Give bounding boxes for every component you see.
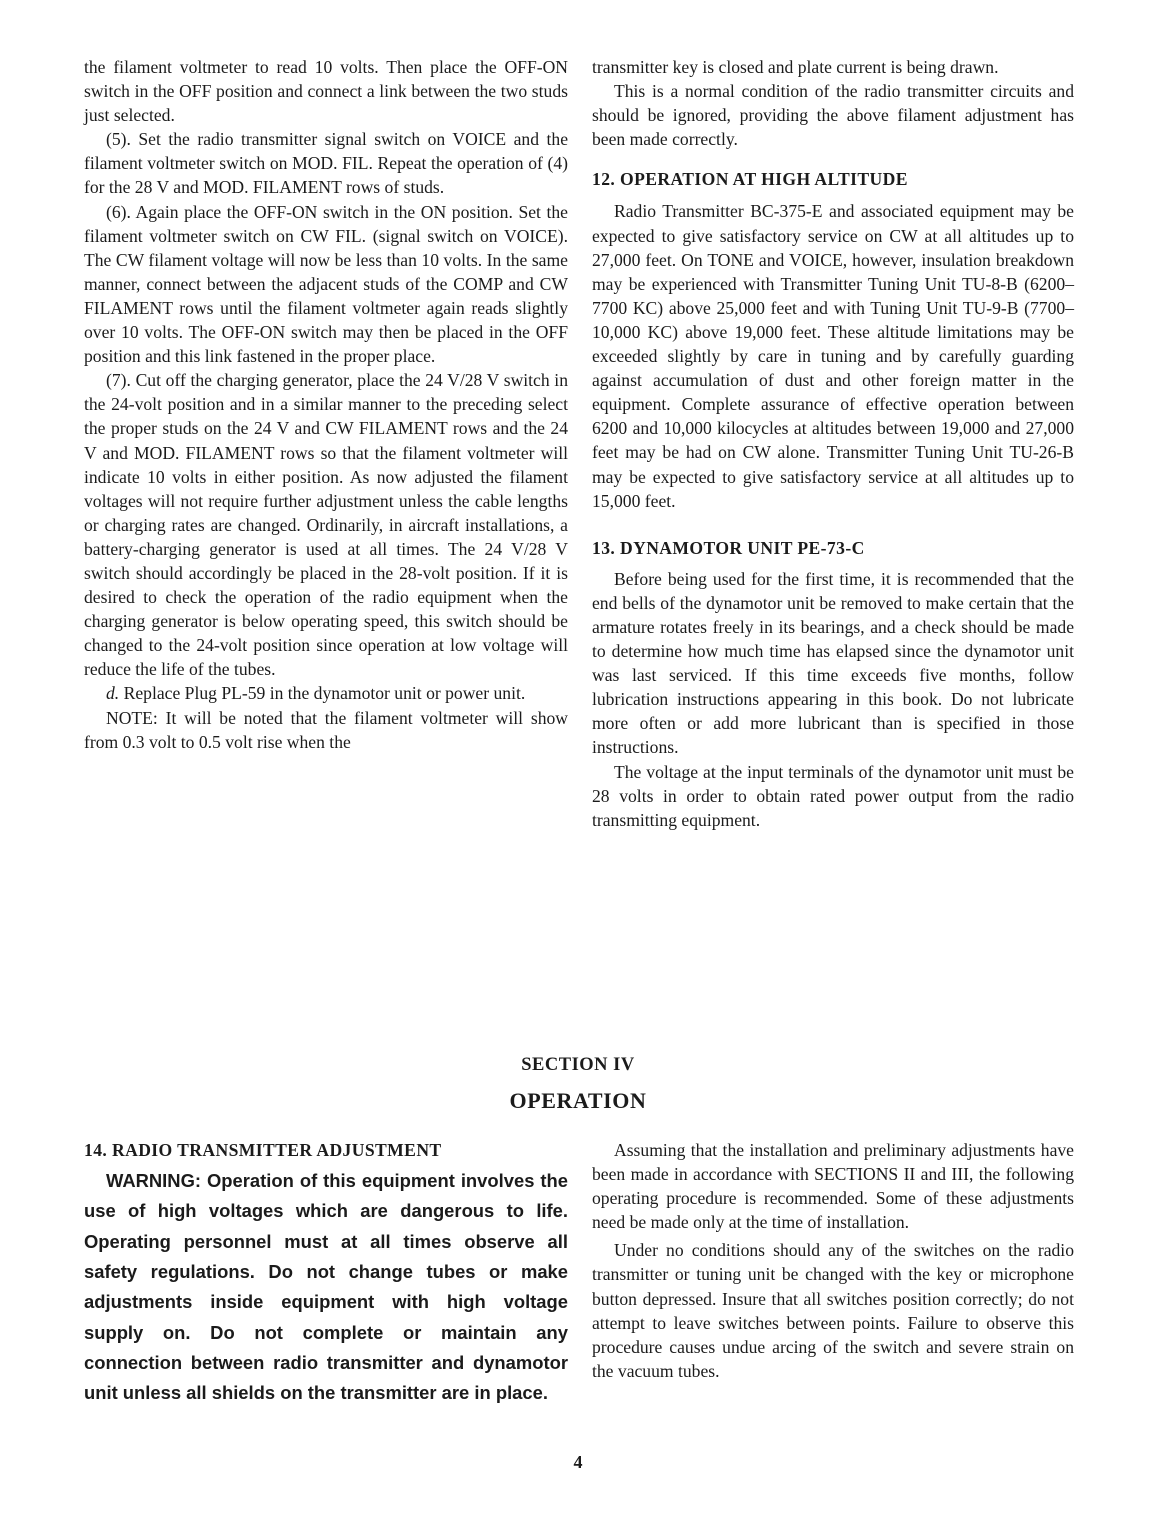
paragraph-operating-procedure: Assuming that the installation and preliminary adjustments have been made in accordance with SECTIONS II and III, the following operating procedure is recommended. Some of these adjustments need be made only at the time of installation.	[592, 1140, 1074, 1233]
heading-section-12: 12. OPERATION AT HIGH ALTITUDE	[592, 169, 908, 190]
paragraph-item-d	[84, 681, 568, 705]
warning-text: WARNING: Operation of this equipment involves the use of high voltages which are dangerous to life. Operating personnel must at all times observe all safety regulations. Do not change tubes or make adjustments inside equipment with high voltage supply on. Do not complete or maintain any connection between radio transmitter and dynamotor unit unless all shields on the transmitter are in place.	[84, 1170, 568, 1404]
paragraph-continuation: the filament voltmeter to read 10 volts. Then place the OFF-ON switch in the OFF position and connect a link between the two studs just selected.	[84, 57, 568, 126]
section-title: OPERATION	[509, 1088, 647, 1113]
paragraph-normal-condition: This is a normal condition of the radio transmitter circuits and should be ignored, providing the above filament adjustment has been made correctly.	[592, 81, 1074, 150]
paragraph-dynamotor-2: The voltage at the input terminals of the dynamotor unit must be 28 volts in order to obtain rated power output from the radio transmitting equipment.	[592, 761, 1074, 830]
paragraph-switch-caution: Under no conditions should any of the switches on the radio transmitter or tuning unit be changed with the key or microphone button depressed. Insure that all switches position correctly; do not attempt to leave switches between points. Failure to observe this procedure causes undue arcing of the switch and severe strain on the vacuum tubes.	[592, 1240, 1074, 1381]
paragraph-high-altitude: Radio Transmitter BC-375-E and associated equipment may be expected to give satisfactory service on CW at all altitudes up to 27,000 feet. On TONE and VOICE, however, insulation breakdown may be experienced with Transmitter Tuning Unit TU-8-B (6200–7700 KC) above 25,000 feet and with Tuning Unit TU-9-B (7700–10,000 KC) above 19,000 feet. These altitude limitations may be exceeded slightly by care in tuning and by carefully guarding against accumulation of dust and other foreign matter in the equipment. Complete assurance of effective operation between 6200 and 10,000 kilocycles at altitudes between 19,000 and 27,000 feet may be had on CW alone. Transmitter Tuning Unit TU-26-B may be expected to give satisfactory service at all altitudes up to 15,000 feet.	[592, 201, 1074, 511]
paragraph-step-5: (5). Set the radio transmitter signal switch on VOICE and the filament voltmeter switch on MOD. FIL. Repeat the operation of (4) for the 28 V and MOD. FILAMENT rows of studs.	[84, 129, 568, 198]
heading-section-13: 13. DYNAMOTOR UNIT PE-73-C	[592, 537, 865, 558]
top-left-column	[84, 55, 568, 754]
top-right-column	[592, 55, 1074, 832]
page-number: 4	[573, 1452, 583, 1472]
bottom-left-column	[84, 1138, 568, 1408]
item-d-text: Replace Plug PL-59 in the dynamotor unit or power unit.	[123, 683, 526, 704]
paragraph-note: NOTE: It will be noted that the filament voltmeter will show from 0.3 volt to 0.5 volt rise when the	[84, 707, 568, 752]
bottom-right-column	[592, 1138, 1074, 1383]
warning-block	[84, 1166, 568, 1408]
paragraph-step-7: (7). Cut off the charging generator, place the 24 V/28 V switch in the 24-volt position and in a similar manner to the preceding select the proper studs on the 24 V and CW FILAMENT rows and the 24 V and MOD. FILAMENT rows so that the filament voltmeter will indicate 10 volts in either position. As now adjusted the filament voltages will not require further adjustment unless the cable lengths or charging rates are changed. Ordinarily, in aircraft installations, a battery-charging generator is used at all times. The 24 V/28 V switch should accordingly be placed in the 28-volt position. If it is desired to check the operation of the radio equipment when the charging generator is below operating speed, this switch should be changed to the 24-volt position since operation at low voltage will reduce the life of the tubes.	[84, 370, 568, 680]
section-number: SECTION IV	[521, 1055, 635, 1075]
paragraph-continuation-right: transmitter key is closed and plate current is being drawn.	[592, 57, 999, 77]
heading-section-14: 14. RADIO TRANSMITTER ADJUSTMENT	[84, 1140, 442, 1160]
item-d-label: d.	[106, 683, 120, 704]
paragraph-step-6: (6). Again place the OFF-ON switch in the ON position. Set the filament voltmeter switch on CW FIL. (signal switch on VOICE). The CW filament voltage will now be less than 10 volts. In the same manner, connect between the adjacent studs of the COMP and CW FILAMENT rows until the filament voltmeter again reads slightly over 10 volts. The OFF-ON switch may then be placed in the OFF position and this link fastened in the proper place.	[84, 201, 568, 367]
paragraph-dynamotor-1: Before being used for the first time, it is recommended that the end bells of the dynamotor unit be removed to make certain that the armature rotates freely in its bearings, and a check should be made to determine how much time has elapsed since the dynamotor unit was last serviced. If this time exceeds five months, follow lubrication instructions appearing in this book. Do not lubricate more often or add more lubricant than is specified in those instructions.	[592, 568, 1074, 758]
